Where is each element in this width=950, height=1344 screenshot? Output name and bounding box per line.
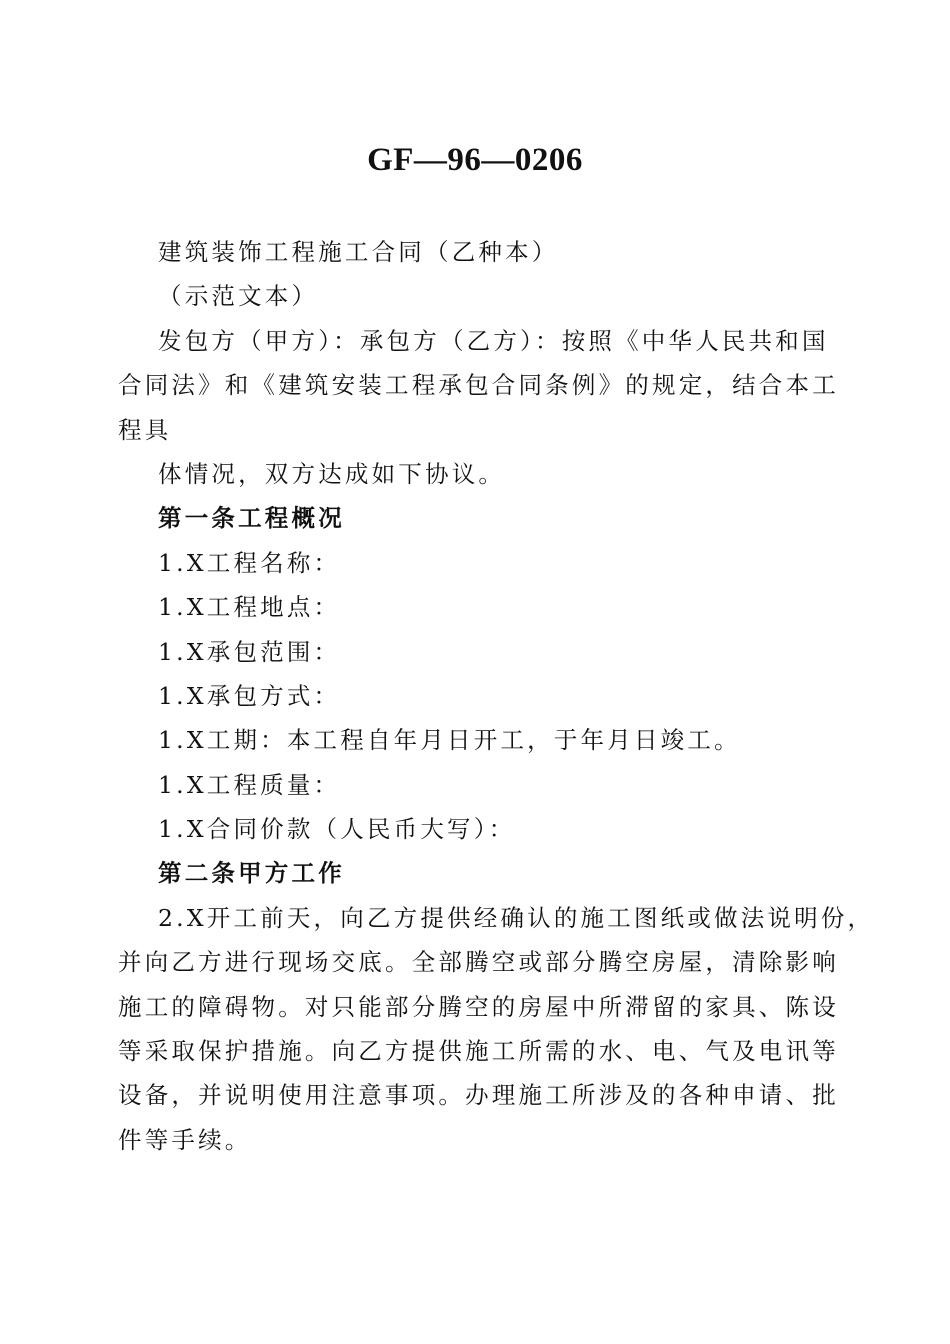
article-heading: 第一条工程概况 — [158, 504, 345, 533]
body-paragraph-line: 体情况，双方达成如下协议。 — [158, 459, 506, 488]
body-paragraph-line: 并向乙方进行现场交底。全部腾空或部分腾空房屋，清除影响 — [118, 948, 839, 977]
article-heading: 第二条甲方工作 — [158, 859, 345, 888]
body-paragraph-line: 施工的障碍物。对只能部分腾空的房屋中所滞留的家具、陈设 — [118, 992, 839, 1021]
body-paragraph-line: 件等手续。 — [118, 1125, 252, 1154]
document-code-title: GF—96—0206 — [367, 142, 583, 178]
body-paragraph-line: 合同法》和《建筑安装工程承包合同条例》的规定，结合本工 — [118, 371, 839, 400]
clause-item: 2.X开工前天，向乙方提供经确认的施工图纸或做法说明份， — [158, 903, 875, 932]
document-body — [118, 230, 875, 1162]
contract-title-line: 建筑装饰工程施工合同（乙种本） — [158, 238, 559, 266]
body-paragraph-line: 发包方（甲方）：承包方（乙方）：按照《中华人民共和国 — [158, 326, 829, 355]
clause-item: 1.X承包范围： — [158, 637, 341, 666]
clause-item: 1.X承包方式： — [158, 681, 341, 710]
clause-item: 1.X工程名称： — [158, 548, 341, 577]
clause-item: 1.X工程质量： — [158, 770, 341, 799]
model-text-note: （示范文本） — [158, 282, 319, 311]
body-paragraph-line: 设备，并说明使用注意事项。办理施工所涉及的各种申请、批 — [118, 1081, 839, 1110]
body-paragraph-line: 等采取保护措施。向乙方提供施工所需的水、电、气及电讯等 — [118, 1037, 839, 1066]
clause-item: 1.X工期：本工程自年月日开工，于年月日竣工。 — [158, 726, 741, 755]
clause-item: 1.X工程地点： — [158, 593, 341, 622]
clause-item: 1.X合同价款（人民币大写）： — [158, 815, 516, 844]
body-paragraph-line: 程具 — [118, 415, 172, 444]
